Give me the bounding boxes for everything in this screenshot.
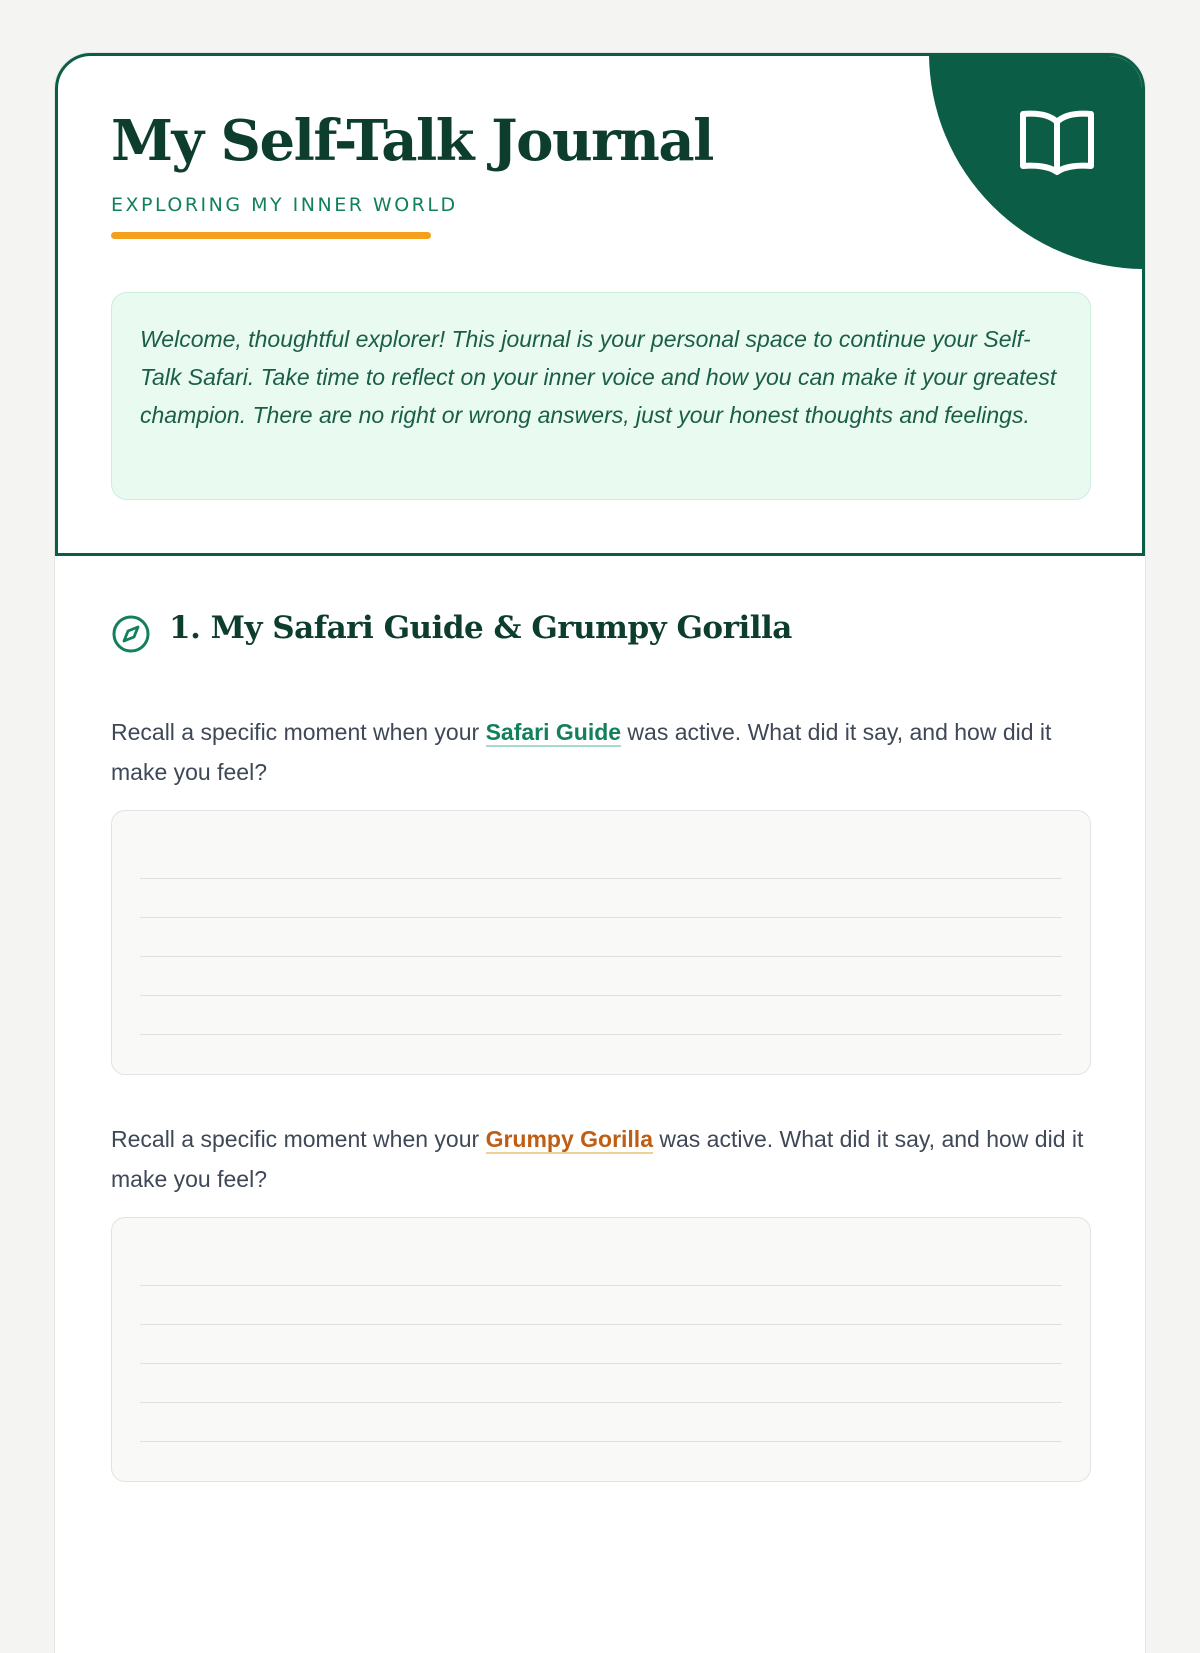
writing-line [140,995,1062,996]
writing-line [140,1441,1062,1442]
journal-title: My Self-Talk Journal [111,108,713,174]
journal-subtitle: EXPLORING MY INNER WORLD [111,194,458,216]
grumpy-gorilla-highlight: Grumpy Gorilla [485,1126,653,1152]
answer-box-safari-guide[interactable] [111,810,1091,1075]
prompt-grumpy-gorilla [111,1119,1101,1199]
welcome-message: Welcome, thoughtful explorer! This journal is your personal space to continue your Self-Talk Safari. Take time to reflect on your inner voice and how you can make it your greatest champion. There are no right or wrong answers, just your honest thoughts and feelings. [111,292,1091,500]
prompt-text-before: Recall a specific moment when your [111,719,486,745]
compass-icon [111,614,151,654]
book-open-icon [1019,108,1095,176]
prompt-safari-guide [111,712,1101,792]
writing-line [140,917,1062,918]
answer-box-grumpy-gorilla[interactable] [111,1217,1091,1482]
prompt-text-before: Recall a specific moment when your [111,1126,486,1152]
prompt-text-after: was active. What did it say, and how did it make you feel? [111,1126,1084,1192]
prompt-text-after: was active. What did it say, and how did it make you feel? [111,719,1052,785]
header-corner-decoration [929,53,1145,269]
writing-line [140,1363,1062,1364]
writing-line [140,1324,1062,1325]
writing-line [140,1285,1062,1286]
writing-line [140,878,1062,879]
writing-line [140,956,1062,957]
writing-line [140,1402,1062,1403]
writing-line [140,1034,1062,1035]
safari-guide-highlight: Safari Guide [485,719,622,745]
title-accent-underline [111,232,431,239]
section-title: 1. My Safari Guide & Grumpy Gorilla [169,610,792,646]
journal-header [55,53,1145,556]
